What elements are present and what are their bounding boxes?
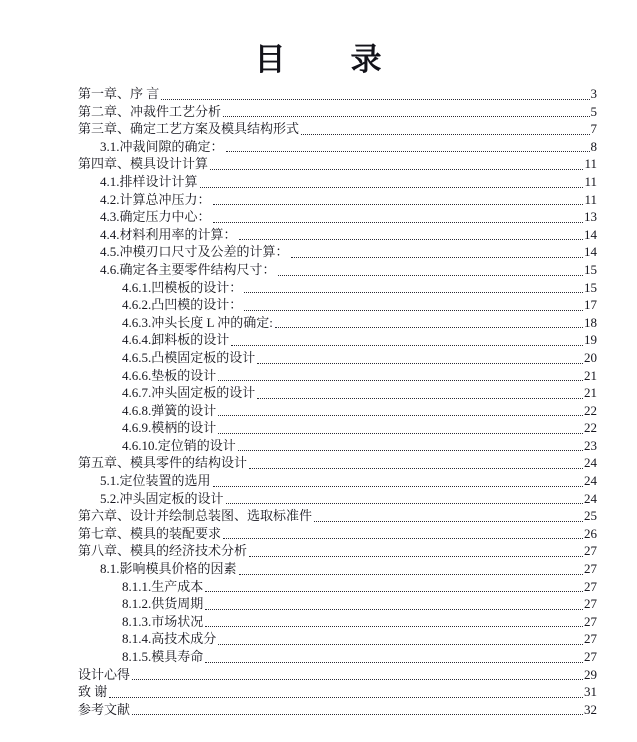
dot-leader <box>239 226 583 241</box>
dot-leader <box>132 666 583 681</box>
dot-leader <box>205 595 583 610</box>
toc-entry[interactable] <box>78 454 597 472</box>
toc-entry-page: 3 <box>590 86 597 101</box>
dot-leader <box>244 279 583 294</box>
toc-entry-page: 24 <box>584 455 597 471</box>
dot-leader <box>226 138 590 153</box>
dot-leader <box>314 507 583 522</box>
toc-entry[interactable] <box>78 243 597 261</box>
toc-entry-label: 第三章、确定工艺方案及模具结构形式 <box>78 121 300 137</box>
toc-entry-label: 4.6.确定各主要零件结构尺寸： <box>100 261 276 277</box>
toc-entry[interactable] <box>78 384 597 402</box>
toc-entry-label: 4.6.7.冲头固定板的设计 <box>122 385 256 401</box>
toc-entry-page: 27 <box>584 631 597 647</box>
toc-entry-label: 第五章、模具零件的结构设计 <box>78 455 248 471</box>
toc-entry-label: 4.6.9.模柄的设计 <box>122 420 217 436</box>
toc-entry[interactable] <box>78 349 597 367</box>
dot-leader <box>257 384 583 399</box>
toc-entry[interactable] <box>78 507 597 525</box>
toc-entry-page: 32 <box>584 701 597 717</box>
toc-entry-label: 5.1.定位装置的选用 <box>100 473 211 489</box>
toc-entry-label: 第八章、模具的经济技术分析 <box>78 543 248 559</box>
toc-entry[interactable] <box>78 595 597 613</box>
toc-entry[interactable] <box>78 103 597 121</box>
toc-entry-label: 4.6.3.冲头长度 L 冲的确定: <box>122 314 273 330</box>
toc-entry[interactable] <box>78 542 597 560</box>
toc-entry-label: 4.6.1.凹模板的设计： <box>122 279 243 295</box>
toc-entry-page: 22 <box>584 402 597 418</box>
toc-entry[interactable] <box>78 666 597 684</box>
dot-leader <box>210 155 583 170</box>
toc-entry-label: 4.5.冲模刃口尺寸及公差的计算： <box>100 244 289 260</box>
toc-entry-label: 4.1.排样设计计算 <box>100 173 198 189</box>
toc-entry[interactable] <box>78 560 597 578</box>
toc-entry-label: 8.1.3.市场状况 <box>122 613 204 629</box>
toc-entry[interactable] <box>78 683 597 701</box>
toc-entry-page: 14 <box>584 226 597 242</box>
toc-entry[interactable] <box>78 120 597 138</box>
dot-leader <box>223 103 589 118</box>
toc-entry[interactable] <box>78 261 597 279</box>
toc-entry-page: 29 <box>584 666 597 682</box>
dot-leader <box>218 419 583 434</box>
toc-entry-page: 22 <box>584 420 597 436</box>
toc-entry-page: 24 <box>584 490 597 506</box>
toc-entry[interactable] <box>78 701 597 719</box>
dot-leader <box>161 85 589 100</box>
toc-entry[interactable] <box>78 437 597 455</box>
toc-entry[interactable] <box>78 296 597 314</box>
toc-entry-page: 20 <box>584 349 597 365</box>
dot-leader <box>278 261 583 276</box>
dot-leader <box>223 525 583 540</box>
toc-entry-label: 设计心得 <box>78 666 131 682</box>
dot-leader <box>231 331 583 346</box>
toc-entry[interactable] <box>78 613 597 631</box>
dot-leader <box>218 402 583 417</box>
dot-leader <box>275 314 583 329</box>
dot-leader <box>239 560 583 575</box>
toc-entry[interactable] <box>78 525 597 543</box>
dot-leader <box>249 454 583 469</box>
toc-entry[interactable] <box>78 630 597 648</box>
toc-entry-label: 8.1.4.高技术成分 <box>122 631 217 647</box>
toc-entry-label: 4.6.8.弹簧的设计 <box>122 402 217 418</box>
toc-entry-label: 第六章、设计并绘制总装图、选取标准件 <box>78 508 313 524</box>
toc-entry[interactable] <box>78 648 597 666</box>
toc-entry-label: 8.1.5.模具寿命 <box>122 649 204 664</box>
toc-list <box>78 85 597 718</box>
toc-entry-page: 24 <box>584 473 597 489</box>
toc-entry-page: 17 <box>584 297 597 313</box>
toc-entry[interactable] <box>78 191 597 209</box>
toc-entry-label: 4.6.4.卸料板的设计 <box>122 332 230 348</box>
dot-leader <box>218 630 583 645</box>
dot-leader <box>301 120 589 135</box>
toc-entry[interactable] <box>78 314 597 332</box>
toc-entry-page: 15 <box>584 261 597 277</box>
toc-entry-page: 18 <box>584 314 597 330</box>
toc-entry-page: 26 <box>584 525 597 541</box>
toc-entry-label: 第七章、模具的装配要求 <box>78 525 222 541</box>
toc-entry-page: 19 <box>584 332 597 348</box>
toc-entry-page: 11 <box>584 173 597 189</box>
toc-entry-page: 8 <box>590 138 597 154</box>
toc-entry-label: 4.6.6.垫板的设计 <box>122 367 217 383</box>
toc-entry-label: 3.1.冲裁间隙的确定： <box>100 138 224 154</box>
toc-entry-page: 27 <box>584 649 597 664</box>
toc-entry[interactable] <box>78 402 597 420</box>
toc-entry[interactable] <box>78 578 597 596</box>
toc-entry-label: 4.6.10.定位销的设计 <box>122 437 236 453</box>
toc-entry-page: 7 <box>590 121 597 137</box>
toc-entry-label: 4.6.2.凸凹模的设计： <box>122 297 243 313</box>
toc-entry-page: 25 <box>584 508 597 524</box>
toc-entry-page: 27 <box>584 543 597 559</box>
toc-entry-label: 8.1.2.供货周期 <box>122 596 204 612</box>
toc-entry[interactable] <box>78 85 597 103</box>
toc-entry-label: 4.6.5.凸模固定板的设计 <box>122 349 256 365</box>
toc-entry[interactable] <box>78 331 597 349</box>
toc-entry-label: 第四章、模具设计计算 <box>78 156 209 172</box>
dot-leader <box>213 208 583 223</box>
dot-leader <box>218 367 583 382</box>
toc-entry-label: 第一章、序 言 <box>78 86 160 101</box>
toc-entry-label: 第二章、冲裁件工艺分析 <box>78 103 222 119</box>
dot-leader <box>226 490 583 505</box>
toc-entry[interactable] <box>78 367 597 385</box>
dot-leader <box>205 578 583 593</box>
toc-entry[interactable] <box>78 472 597 490</box>
toc-entry[interactable] <box>78 208 597 226</box>
toc-entry-page: 27 <box>584 596 597 612</box>
toc-entry-page: 23 <box>584 437 597 453</box>
toc-entry-label: 参考文献 <box>78 701 131 717</box>
toc-entry-label: 8.1.影响模具价格的因素 <box>100 561 237 577</box>
dot-leader <box>291 243 583 258</box>
toc-entry-page: 11 <box>584 156 597 172</box>
toc-entry-page: 21 <box>584 367 597 383</box>
toc-entry[interactable] <box>78 173 597 191</box>
dot-leader <box>213 191 584 206</box>
toc-entry-page: 21 <box>584 385 597 401</box>
dot-leader <box>200 173 584 188</box>
toc-entry[interactable] <box>78 279 597 297</box>
dot-leader <box>205 648 583 663</box>
toc-entry-page: 15 <box>584 279 597 295</box>
dot-leader <box>205 613 583 628</box>
dot-leader <box>109 683 583 698</box>
page-title: 目 录 <box>254 42 383 77</box>
toc-entry-label: 5.2.冲头固定板的设计 <box>100 490 224 506</box>
toc-entry-label: 8.1.1.生产成本 <box>122 578 204 594</box>
dot-leader <box>244 296 583 311</box>
toc-entry[interactable] <box>78 419 597 437</box>
dot-leader <box>249 542 583 557</box>
toc-entry[interactable] <box>78 226 597 244</box>
toc-entry-label: 4.2.计算总冲压力： <box>100 191 211 207</box>
dot-leader <box>213 472 583 487</box>
toc-entry-page: 11 <box>584 191 597 207</box>
toc-entry-page: 14 <box>584 244 597 260</box>
toc-entry[interactable] <box>78 138 597 156</box>
toc-entry-page: 5 <box>590 103 597 119</box>
dot-leader <box>257 349 583 364</box>
toc-entry-page: 27 <box>584 613 597 629</box>
toc-entry-label: 4.3.确定压力中心： <box>100 209 211 225</box>
toc-entry-page: 13 <box>584 209 597 225</box>
toc-entry[interactable] <box>78 490 597 508</box>
toc-entry-label: 4.4.材料利用率的计算： <box>100 226 237 242</box>
toc-entry-page: 31 <box>584 684 597 700</box>
toc-entry[interactable] <box>78 155 597 173</box>
dot-leader <box>132 701 583 716</box>
dot-leader <box>238 437 583 452</box>
toc-entry-page: 27 <box>584 561 597 577</box>
toc-entry-label: 致 谢 <box>78 684 108 700</box>
toc-entry-page: 27 <box>584 578 597 594</box>
